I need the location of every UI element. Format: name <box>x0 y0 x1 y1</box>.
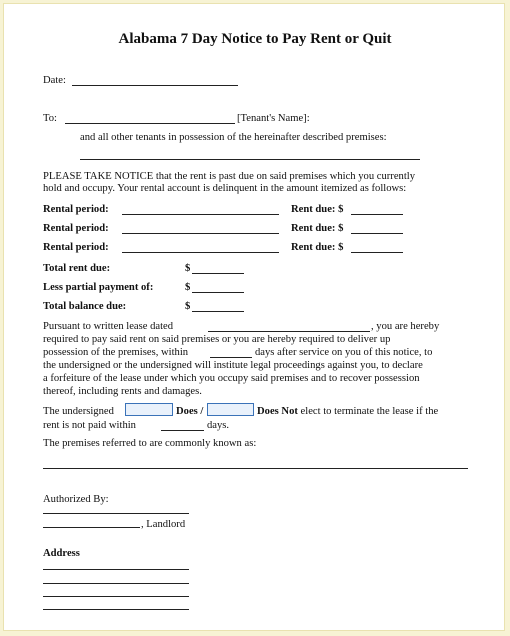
address-line-1[interactable] <box>43 569 189 570</box>
date-label: Date: <box>43 75 66 86</box>
premises-description-field[interactable] <box>80 159 420 160</box>
rent-due-label-2: Rent due: $ <box>291 223 344 234</box>
tenant-name-label: [Tenant's Name]: <box>237 113 310 124</box>
total-balance-dollar: $ <box>185 301 191 312</box>
rent-not-paid-days-field[interactable] <box>161 430 204 431</box>
address-label: Address <box>43 548 80 559</box>
lease-text-line-1: Pursuant to written lease dated <box>43 321 174 332</box>
total-balance-label: Total balance due: <box>43 301 127 312</box>
rent-due-label-1: Rent due: $ <box>291 204 344 215</box>
rent-not-paid-days-label: days. <box>207 420 230 431</box>
address-line-2[interactable] <box>43 583 189 584</box>
lease-text-line-3b: days after service on you of this notice, to <box>255 347 433 358</box>
total-balance-field[interactable] <box>192 311 244 312</box>
rent-due-field-1[interactable] <box>351 214 403 215</box>
rental-period-field-2[interactable] <box>122 233 279 234</box>
landlord-name-field[interactable] <box>43 527 140 528</box>
premises-address-field[interactable] <box>43 468 468 469</box>
tenant-name-field[interactable] <box>65 123 235 124</box>
total-rent-due-label: Total rent due: <box>43 263 111 274</box>
to-label: To: <box>43 113 57 124</box>
rental-period-field-1[interactable] <box>122 214 279 215</box>
other-tenants-text: and all other tenants in possession of the hereinafter described premises: <box>80 132 387 143</box>
date-field[interactable] <box>72 85 238 86</box>
partial-payment-dollar: $ <box>185 282 191 293</box>
rent-due-label-3: Rent due: $ <box>291 242 344 253</box>
rent-due-field-3[interactable] <box>351 252 403 253</box>
does-not-field[interactable] <box>207 403 254 416</box>
undersigned-name-field[interactable] <box>125 403 173 416</box>
document-title: Alabama 7 Day Notice to Pay Rent or Quit <box>118 31 392 47</box>
total-rent-due-dollar: $ <box>185 263 191 274</box>
authorized-signature-field[interactable] <box>43 513 189 514</box>
rental-period-label-1: Rental period: <box>43 204 109 215</box>
address-line-3[interactable] <box>43 596 189 597</box>
document-page <box>3 3 505 631</box>
undersigned-label: The undersigned <box>43 406 114 417</box>
does-not-label: Does Not elect to terminate the lease if the <box>257 406 439 417</box>
rent-not-paid-text: rent is not paid within <box>43 420 136 431</box>
total-rent-due-field[interactable] <box>192 273 244 274</box>
address-line-4[interactable] <box>43 609 189 610</box>
lease-text-line-1-end: , you are hereby <box>371 321 440 332</box>
partial-payment-label: Less partial payment of: <box>43 282 154 293</box>
lease-text-line-4: the undersigned or the undersigned will institute legal proceedings against you, to declare <box>43 360 423 371</box>
lease-text-line-2: required to pay said rent on said premises or you are hereby required to deliver up <box>43 334 391 345</box>
rental-period-field-3[interactable] <box>122 252 279 253</box>
rental-period-label-3: Rental period: <box>43 242 109 253</box>
lease-date-field[interactable] <box>208 331 370 332</box>
partial-payment-field[interactable] <box>192 292 244 293</box>
rental-period-label-2: Rental period: <box>43 223 109 234</box>
lease-text-line-6: thereof, including rents and damages. <box>43 386 202 397</box>
premises-known-as-text: The premises referred to are commonly known as: <box>43 438 257 449</box>
landlord-label: , Landlord <box>141 519 186 530</box>
notice-line-1: PLEASE TAKE NOTICE that the rent is past due on said premises which you currently <box>43 171 416 182</box>
does-label: Does / <box>176 406 204 417</box>
rent-due-field-2[interactable] <box>351 233 403 234</box>
lease-text-line-5: a forfeiture of the lease under which you occupy said premises and to recover possession <box>43 373 420 384</box>
lease-text-line-3a: possession of the premises, within <box>43 347 189 358</box>
authorized-by-label: Authorized By: <box>43 494 109 505</box>
days-field[interactable] <box>210 357 252 358</box>
notice-line-2: hold and occupy. Your rental account is delinquent in the amount itemized as follows: <box>43 183 407 194</box>
